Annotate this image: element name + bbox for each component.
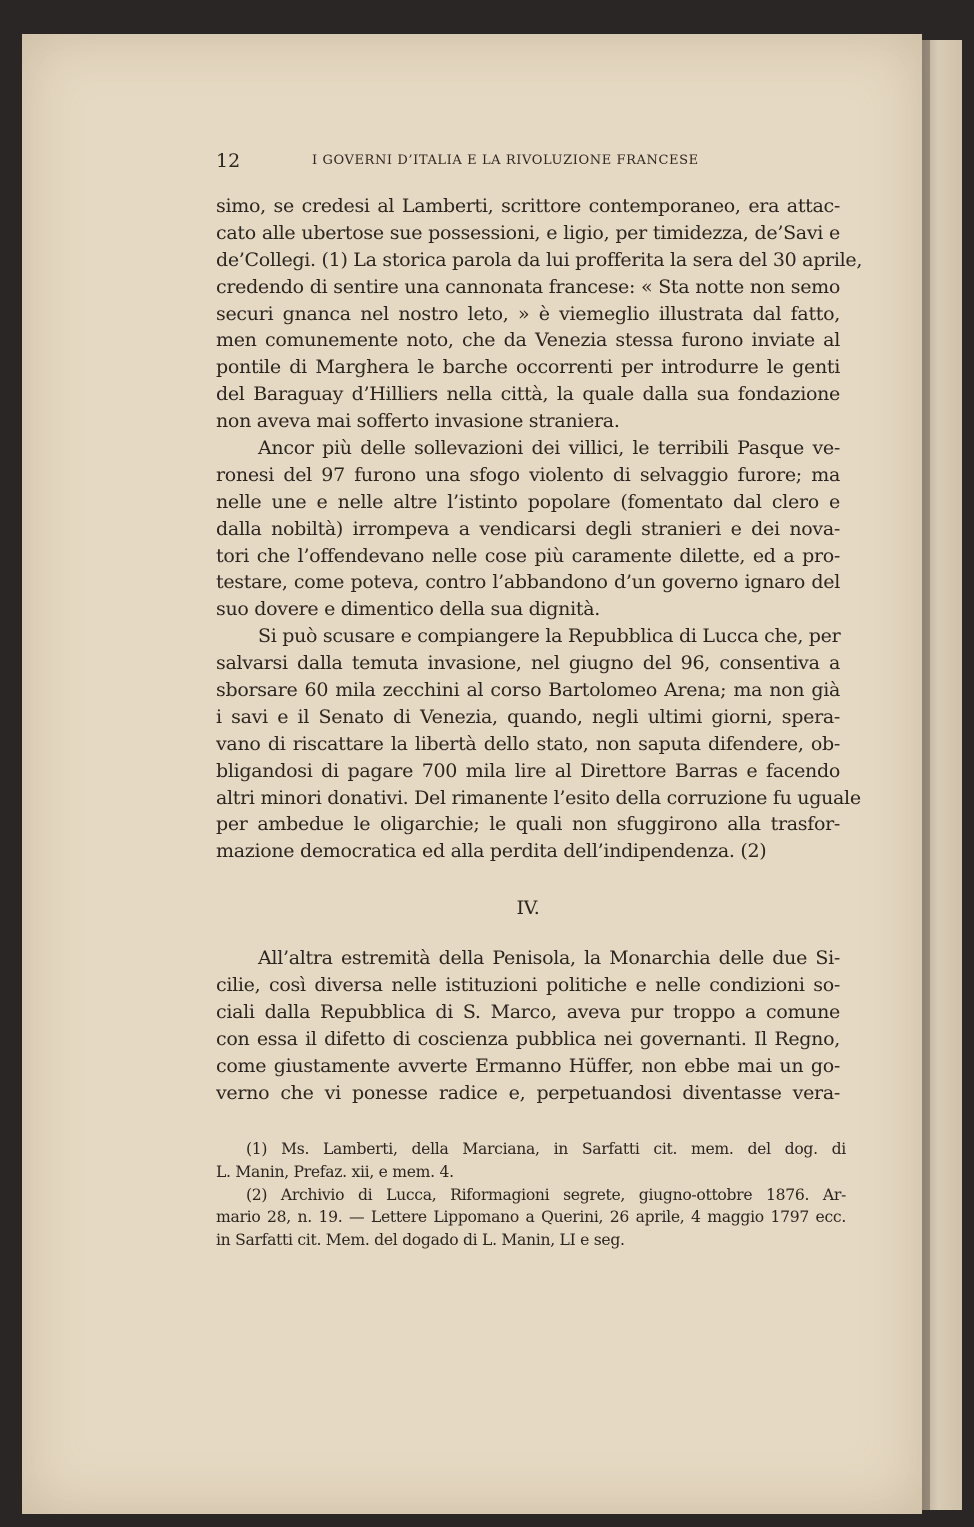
text-line: non aveva mai sofferto invasione straniera. (216, 410, 620, 433)
text-line: ciali dalla Repubblica di S. Marco, aveva pur troppo a comune (216, 1001, 840, 1024)
footnote-line: (2) Archivio di Lucca, Riformagioni segrete, giugno-ottobre 1876. Ar- (246, 1185, 846, 1204)
paragraph-4 (216, 945, 840, 1106)
text-line: All’altra estremità della Penisola, la Monarchia delle due Si- (258, 947, 840, 970)
text-line: Si può scusare e compiangere la Repubblica di Lucca che, per (258, 625, 841, 648)
text-line: suo dovere e dimentico della sua dignità. (216, 598, 600, 621)
text-line: con essa il difetto di coscienza pubblica nei governanti. Il Regno, (216, 1027, 840, 1050)
paragraph-3 (216, 623, 861, 865)
text-line: simo, se credesi al Lamberti, scrittore contemporaneo, era attac- (216, 195, 840, 217)
text-line: per ambedue le oligarchie; le quali non sfuggirono alla trasfor- (216, 813, 840, 836)
text-line: credendo di sentire una cannonata francese: « Sta notte non semo (216, 275, 840, 298)
text-line: Ancor più delle sollevazioni dei villici, le terribili Pasque ve- (258, 437, 840, 460)
text-line: verno che vi ponesse radice e, perpetuandosi diventasse vera- (216, 1081, 840, 1104)
text-line: men comunemente noto, che da Venezia stessa furono inviate al (216, 329, 840, 352)
footnote-line: (1) Ms. Lamberti, della Marciana, in Sarfatti cit. mem. del dog. di (246, 1140, 846, 1158)
text-line: vano di riscattare la libertà dello stato, non saputa difendere, ob- (216, 732, 840, 755)
text-line: altri minori donativi. Del rimanente l’esito della corruzione fu uguale (216, 786, 861, 809)
footnotes (216, 1138, 846, 1252)
running-title: I GOVERNI D’ITALIA E LA RIVOLUZIONE FRANCESE (312, 153, 699, 168)
text-line: pontile di Marghera le barche occorrenti per introdurre le genti (216, 356, 840, 379)
text-line: cato alle ubertose sue possessioni, e ligio, per timidezza, de’Savi e (216, 221, 840, 244)
text-line: tori che l’offendevano nelle cose più caramente dilette, ed a pro- (216, 544, 840, 567)
section-heading: IV. (516, 897, 540, 920)
text-line: de’Collegi. (1) La storica parola da lui profferita la sera del 30 aprile, (216, 248, 863, 271)
text-line: testare, come poteva, contro l’abbandono d’un governo ignaro del (216, 571, 840, 594)
paragraph-2 (216, 435, 840, 623)
binding-shadow (922, 40, 930, 1510)
text-line: salvarsi dalla temuta invasione, nel giugno del 96, consentiva a (216, 652, 840, 675)
text-line: mazione democratica ed alla perdita dell’indipendenza. (2) (216, 840, 767, 863)
text-line: come giustamente avverte Ermanno Hüffer, non ebbe mai un go- (216, 1054, 840, 1077)
text-line: cilie, così diversa nelle istituzioni politiche e nelle condizioni so- (216, 974, 840, 997)
footnote-line: in Sarfatti cit. Mem. del dogado di L. Manin, LI e seg. (216, 1231, 625, 1250)
running-head (216, 150, 840, 174)
page-number: 12 (216, 150, 241, 172)
paragraph-1 (216, 193, 863, 435)
text-line: bligandosi di pagare 700 mila lire al Direttore Barras e facendo (216, 759, 840, 782)
text-line: nelle une e nelle altre l’istinto popolare (fomentato dal clero e (216, 490, 840, 513)
body-text (216, 193, 863, 1107)
text-line: sborsare 60 mila zecchini al corso Bartolomeo Arena; ma non già (216, 679, 840, 702)
text-line: securi gnanca nel nostro leto, » è viemeglio illustrata dal fatto, (216, 302, 840, 325)
footnote-line: L. Manin, Prefaz. xii, e mem. 4. (216, 1162, 454, 1181)
text-line: ronesi del 97 furono una sfogo violento di selvaggio furore; ma (216, 463, 840, 486)
text-line: dalla nobiltà) irrompeva a vendicarsi degli stranieri e dei nova- (216, 517, 840, 540)
footnote-line: mario 28, n. 19. — Lettere Lippomano a Querini, 26 aprile, 4 maggio 1797 ecc. (216, 1208, 846, 1227)
text-line: del Baraguay d’Hilliers nella città, la quale dalla sua fondazione (216, 383, 840, 406)
text-line: i savi e il Senato di Venezia, quando, negli ultimi giorni, spera- (216, 705, 840, 728)
